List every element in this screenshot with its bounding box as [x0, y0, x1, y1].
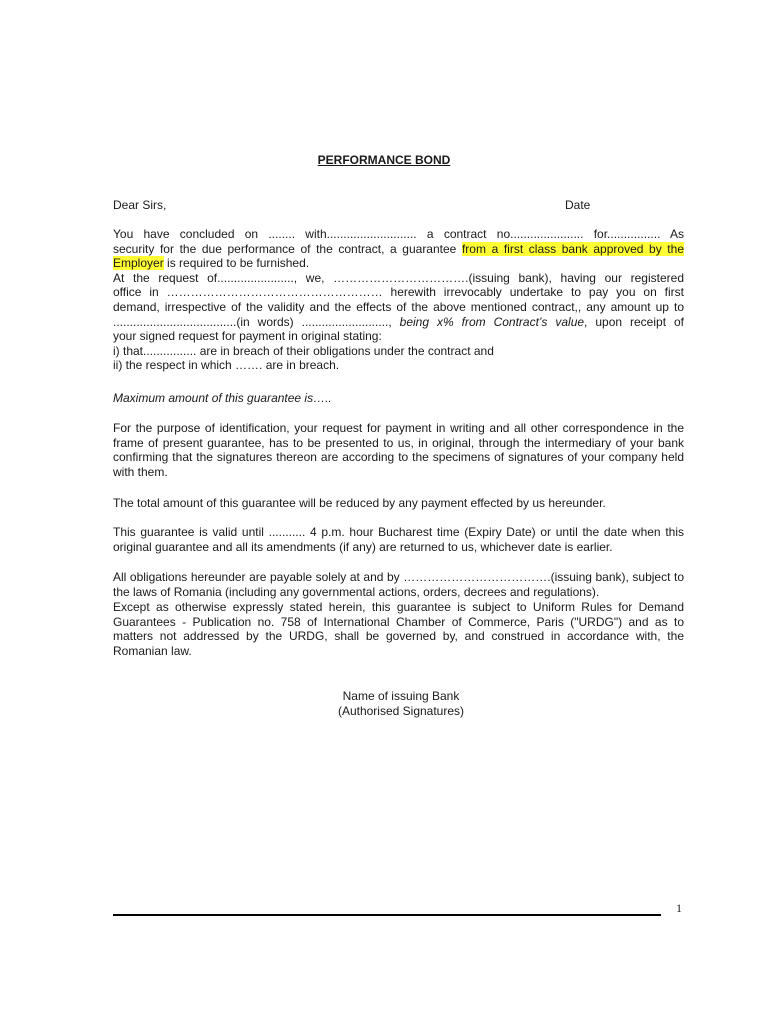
highlighted-text: Employer — [113, 256, 164, 271]
contract-line: You have concluded on ........ with........................... a contract no...................... for................ As — [113, 227, 684, 241]
paragraph-reduction: The total amount of this guarantee will be reduced by any payment effected by us hereunder. — [113, 496, 606, 510]
signature-authorised: (Authorised Signatures) — [337, 704, 465, 718]
paragraph-obligations: All obligations hereunder are payable solely at and by ……………………………….(issuing bank), subject to the laws of Romania (including any governmental actions, orders, decrees and regulations). — [113, 570, 684, 599]
contract-line: .....................................(in words) .........................., being x% from Contract’s value, upon receipt of — [113, 314, 685, 329]
contract-line: demand, irrespective of the validity and the effects of the above mentioned contract,, any amount up to — [113, 299, 684, 314]
italic-text: being x% from Contract’s value — [399, 314, 585, 329]
contract-line: ii) the respect in which ……. are in breach. — [113, 358, 340, 373]
paragraph-contract — [113, 227, 684, 373]
footer-rule — [113, 914, 661, 916]
contract-line: your signed request for payment in original stating: — [113, 329, 382, 344]
contract-line: security for the due performance of the contract, a guarantee from a first class bank approved by the — [113, 241, 684, 256]
contract-line: Employer is required to be furnished. — [113, 256, 310, 271]
date-label: Date — [565, 198, 591, 212]
contract-line: At the request of......................., we, …………………………….(issuing bank), having our registered — [113, 270, 684, 285]
contract-line: office in ……………………………………………… herewith irrevocably undertake to pay you on first — [113, 285, 684, 300]
document-title: PERFORMANCE BOND — [317, 153, 451, 167]
signature-bank-name: Name of issuing Bank — [342, 689, 460, 703]
contract-line: i) that................ are in breach of their obligations under the contract and — [113, 343, 494, 358]
paragraph-urdg: Except as otherwise expressly stated herein, this guarantee is subject to Uniform Rules for Demand Guarantees - Publication no. 758 of International Chamber of Commerce, Paris ("URDG") and as to matters not addressed by the URDG, shall be governed by, and construed in accordance with, the Romanian law. — [113, 600, 684, 658]
page-number: 1 — [676, 901, 682, 915]
paragraph-validity: This guarantee is valid until ........... 4 p.m. hour Bucharest time (Expiry Date) or until the date when this original guarantee and all its amendments (if any) are returned to us, whichever date is earlier. — [113, 525, 684, 554]
highlighted-text: from a first class bank approved by the — [461, 241, 684, 256]
salutation: Dear Sirs, — [113, 198, 167, 212]
paragraph-identification: For the purpose of identification, your request for payment in writing and all other correspondence in the frame of present guarantee, has to be presented to us, in original, through the intermediary of your bank confirming that the signatures thereon are according to the specimens of signatures of your company held with them. — [113, 421, 684, 479]
maximum-amount: Maximum amount of this guarantee is….. — [113, 391, 332, 405]
